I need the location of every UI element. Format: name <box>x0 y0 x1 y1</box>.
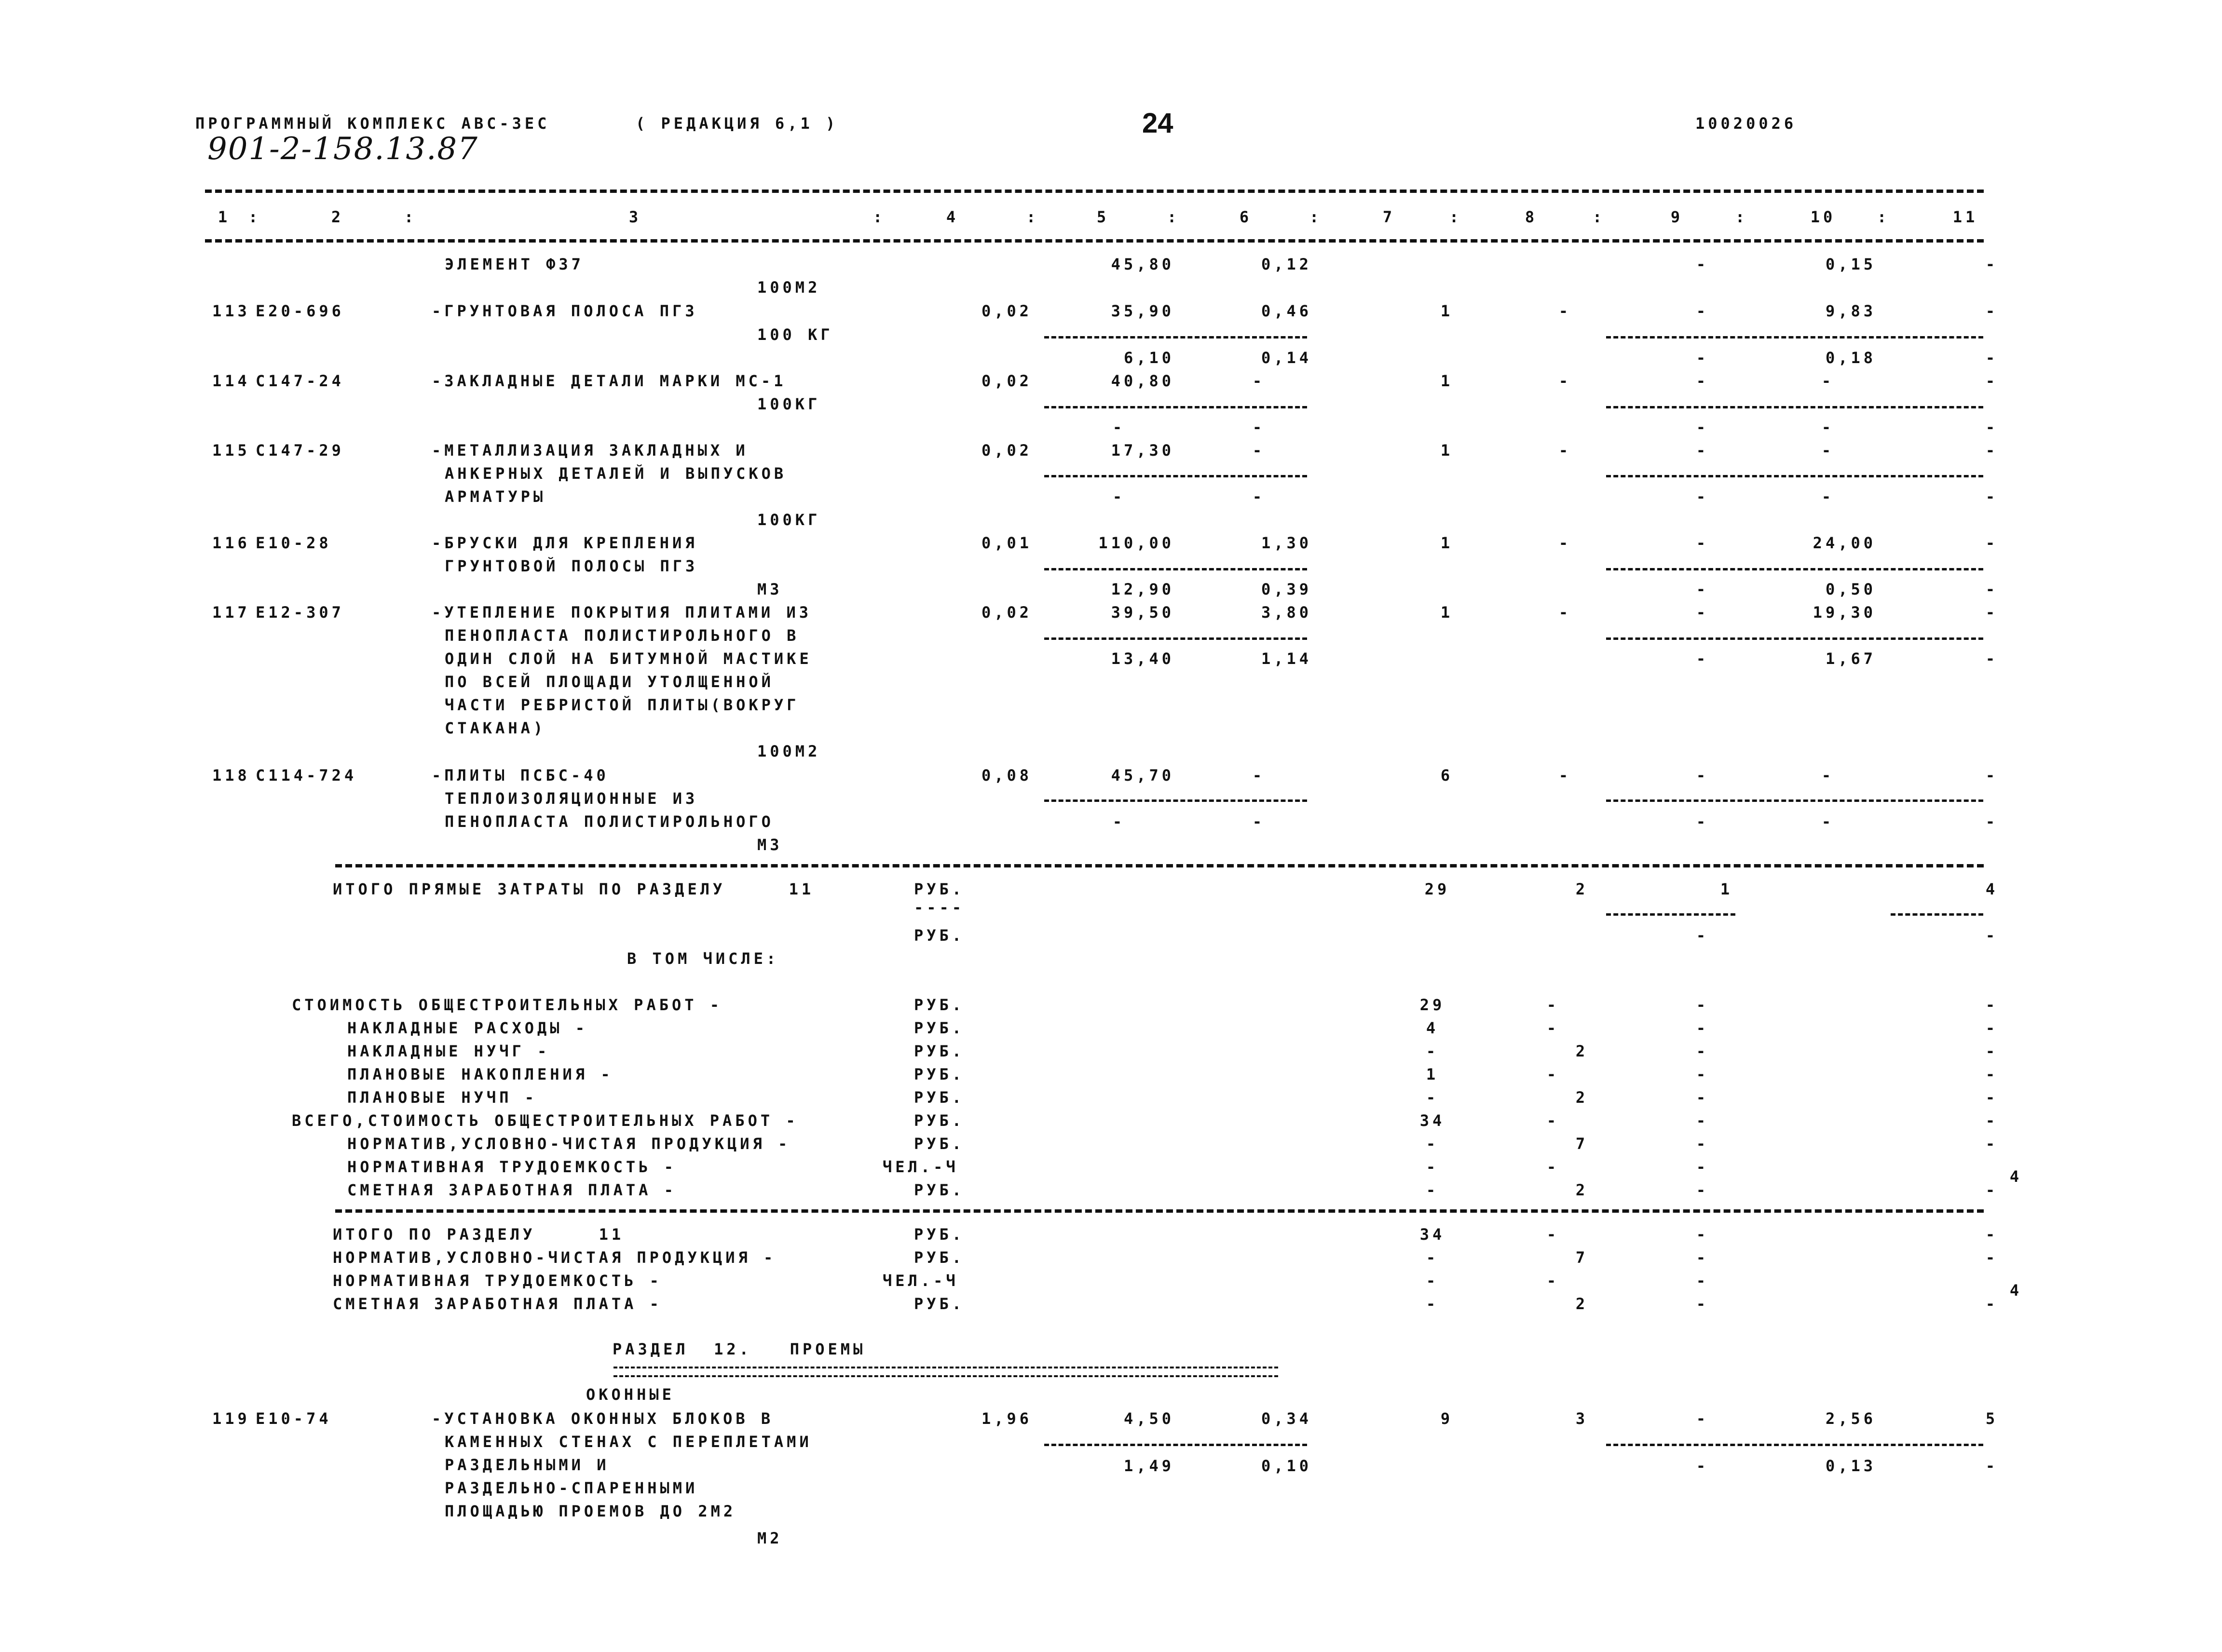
cell-c6-secondary: - <box>1252 487 1266 506</box>
cell-c11: 4 <box>2009 1167 2023 1186</box>
summary-unit: РУБ. <box>914 1181 965 1199</box>
document-code: 10020026 <box>1695 114 1797 133</box>
summary-label: СТОИМОСТЬ ОБЩЕСТРОИТЕЛЬНЫХ РАБОТ - <box>292 996 723 1014</box>
cell-c6: 0,46 <box>1261 302 1312 320</box>
sub-divider <box>1606 1444 1983 1446</box>
cell-c8-value: 2 <box>1575 1088 1589 1107</box>
cell-c11: - <box>1985 302 1999 320</box>
cell-c6: 0,34 <box>1261 1409 1312 1428</box>
item-name-line5: ЧАСТИ РЕБРИСТОЙ ПЛИТЫ(ВОКРУГ <box>445 696 800 714</box>
cell-c11-secondary: - <box>1985 650 1999 668</box>
section-title: РАЗДЕЛ 12. ПРОЕМЫ <box>613 1340 866 1358</box>
item-name-line6: СТАКАНА) <box>445 719 546 737</box>
cell-c11: - <box>1985 1225 1999 1244</box>
handwritten-code: 901-2-158.13.87 <box>207 131 478 167</box>
cell-c5-secondary: - <box>1112 812 1126 831</box>
cell-c4: 1,96 <box>981 1409 1032 1428</box>
cell-c10: 2,56 <box>1825 1409 1876 1428</box>
cell-c11: - <box>1985 766 1999 785</box>
summary-label: ПЛАНОВЫЕ НАКОПЛЕНИЯ - <box>347 1065 613 1083</box>
item-name-line2: АНКЕРНЫХ ДЕТАЛЕЙ И ВЫПУСКОВ <box>445 464 787 483</box>
cell-c5: 110,00 <box>1098 534 1174 552</box>
section-title-underline <box>613 1367 1278 1377</box>
cell-c10: 24,00 <box>1813 534 1876 552</box>
cell-c9: - <box>1696 1409 1709 1428</box>
cell-c5-secondary: - <box>1112 418 1126 436</box>
cell-c8: - <box>1546 1019 1560 1037</box>
item-name: -ЗАКЛАДНЫЕ ДЕТАЛИ МАРКИ МС-1 <box>432 372 787 390</box>
cell-c9-secondary: - <box>1696 418 1709 436</box>
cell-c5: 45,70 <box>1111 766 1174 785</box>
item-name-line5: ПЛОЩАДЬЮ ПРОЕМОВ ДО 2М2 <box>445 1502 736 1520</box>
cell-c5-secondary: - <box>1112 487 1126 506</box>
item-unit: 100М2 <box>757 278 821 297</box>
cell-c7: 6 <box>1440 766 1454 785</box>
cell-c11: 4 <box>2009 1281 2023 1300</box>
item-name-line4: ПО ВСЕЙ ПЛОЩАДИ УТОЛЩЕННОЙ <box>445 673 774 691</box>
col-header-2: 2 <box>331 208 344 226</box>
cell-c11-secondary: - <box>1985 1457 1999 1475</box>
summary-unit: РУБ. <box>914 1019 965 1037</box>
cell-c6-secondary: - <box>1252 812 1266 831</box>
item-number: 116 <box>212 534 250 552</box>
item-code: Е12-307 <box>256 603 344 622</box>
item-code: С147-24 <box>256 372 344 390</box>
cell-c11: - <box>1985 1295 1999 1313</box>
cell-c9-secondary: - <box>1696 926 1709 945</box>
section-subtitle: ОКОННЫЕ <box>586 1385 675 1404</box>
summary-label: СМЕТНАЯ ЗАРАБОТНАЯ ПЛАТА - <box>347 1181 677 1199</box>
col-sep: : <box>404 208 417 226</box>
cell-c11: - <box>1985 996 1999 1014</box>
page-number: 24 <box>1142 108 1173 139</box>
cell-c4: 0,01 <box>981 534 1032 552</box>
section-total-label: НОРМАТИВ,УСЛОВНО-ЧИСТАЯ ПРОДУКЦИЯ - <box>333 1248 777 1267</box>
direct-costs-unit-secondary: РУБ. <box>914 926 965 945</box>
cell-c10-secondary: - <box>1821 812 1835 831</box>
cell-c8-value: 7 <box>1575 1248 1589 1267</box>
cell-c7: - <box>1426 1088 1439 1107</box>
summary-unit: РУБ. <box>914 1088 965 1107</box>
summary-label: НОРМАТИВНАЯ ТРУДОЕМКОСТЬ - <box>347 1158 677 1176</box>
sub-divider <box>1606 637 1983 640</box>
cell-c10-secondary: - <box>1821 487 1835 506</box>
item-name-line2: ПЕНОПЛАСТА ПОЛИСТИРОЛЬНОГО В <box>445 626 800 645</box>
sub-divider <box>1606 568 1983 570</box>
cell-c5: 40,80 <box>1111 372 1174 390</box>
sub-divider <box>1606 799 1983 802</box>
cell-c9-secondary: - <box>1696 580 1709 598</box>
edition-label: ( РЕДАКЦИЯ 6,1 ) <box>636 114 839 133</box>
cell-c7: - <box>1426 1042 1439 1060</box>
cell-c11-secondary: - <box>1985 349 1999 367</box>
item-unit: М3 <box>757 836 783 854</box>
cell-c9-secondary: - <box>1696 349 1709 367</box>
item-number: 119 <box>212 1409 250 1428</box>
item-name-line1: -МЕТАЛЛИЗАЦИЯ ЗАКЛАДНЫХ И <box>432 441 749 460</box>
cell-c6-secondary: 0,39 <box>1261 580 1312 598</box>
col-header-5: 5 <box>1096 208 1110 226</box>
cell-c4: 0,02 <box>981 441 1032 460</box>
cell-c8: - <box>1558 603 1572 622</box>
col-header-7: 7 <box>1382 208 1396 226</box>
section-total-unit: РУБ. <box>914 1248 965 1267</box>
header-top-rule <box>205 190 1984 193</box>
cell-c11: - <box>1985 441 1999 460</box>
section-total-label: НОРМАТИВНАЯ ТРУДОЕМКОСТЬ - <box>333 1272 662 1290</box>
cell-c5-secondary: 1,49 <box>1123 1457 1174 1475</box>
section-total-unit: РУБ. <box>914 1295 965 1313</box>
cell-c11-secondary: - <box>1985 487 1999 506</box>
sub-divider <box>1044 406 1307 408</box>
item-name-line2: ТЕПЛОИЗОЛЯЦИОННЫЕ ИЗ <box>445 789 698 808</box>
cell-c10-secondary: 0,13 <box>1825 1457 1876 1475</box>
item-name-line4: РАЗДЕЛЬНО-СПАРЕННЫМИ <box>445 1479 698 1497</box>
item-unit: 100КГ <box>757 395 821 413</box>
cell-c8: - <box>1558 441 1572 460</box>
cell-c5-secondary: 6,10 <box>1123 349 1174 367</box>
item-name-line3: АРМАТУРЫ <box>445 487 546 506</box>
cell-c9: - <box>1696 302 1709 320</box>
cell-c9-secondary: - <box>1696 1457 1709 1475</box>
header-bottom-rule <box>205 239 1984 243</box>
cell-c9: - <box>1696 255 1709 273</box>
item-name-line3: ОДИН СЛОЙ НА БИТУМНОЙ МАСТИКЕ <box>445 650 812 668</box>
col-sep: : <box>1877 208 1890 226</box>
item-name-line1: -БРУСКИ ДЛЯ КРЕПЛЕНИЯ <box>432 534 698 552</box>
cell-c9: - <box>1696 603 1709 622</box>
item-name-line1: -ПЛИТЫ ПСБС-40 <box>432 766 609 785</box>
cell-c10-secondary: - <box>1821 418 1835 436</box>
summary-unit: РУБ. <box>914 1111 965 1130</box>
cell-c6: 1,30 <box>1261 534 1312 552</box>
cell-c7: 29 <box>1424 880 1450 898</box>
cell-c5: 35,90 <box>1111 302 1174 320</box>
summary-label: ВСЕГО,СТОИМОСТЬ ОБЩЕСТРОИТЕЛЬНЫХ РАБОТ - <box>292 1111 799 1130</box>
cell-c11-secondary: - <box>1985 926 1999 945</box>
summary-unit: РУБ. <box>914 1042 965 1060</box>
cell-c7: - <box>1426 1135 1439 1153</box>
cell-c11: - <box>1985 1042 1999 1060</box>
cell-c10: 19,30 <box>1813 603 1876 622</box>
cell-c8-value: 2 <box>1575 1042 1589 1060</box>
col-sep: : <box>1309 208 1322 226</box>
cell-c8: - <box>1546 1225 1560 1244</box>
summary-label: ПЛАНОВЫЕ НУЧП - <box>347 1088 537 1107</box>
cell-c6: - <box>1252 441 1266 460</box>
summary-unit: ЧЕЛ.-Ч <box>883 1158 959 1176</box>
item-code: Е10-74 <box>256 1409 332 1428</box>
summary-label: НАКЛАДНЫЕ РАСХОДЫ - <box>347 1019 588 1037</box>
col-sep: : <box>1735 208 1748 226</box>
cell-c9: - <box>1696 1158 1709 1176</box>
cell-c7: 1 <box>1440 603 1454 622</box>
direct-costs-label: ИТОГО ПРЯМЫЕ ЗАТРАТЫ ПО РАЗДЕЛУ 11 <box>333 880 815 898</box>
item-number: 114 <box>212 372 250 390</box>
cell-c5-secondary: 12,90 <box>1111 580 1174 598</box>
cell-c9-secondary: - <box>1696 650 1709 668</box>
cell-c9: - <box>1696 441 1709 460</box>
cell-c9: - <box>1696 1225 1709 1244</box>
cell-c9: - <box>1696 1088 1709 1107</box>
section-total-label: СМЕТНАЯ ЗАРАБОТНАЯ ПЛАТА - <box>333 1295 662 1313</box>
cell-c11: 5 <box>1985 1409 1999 1428</box>
including-label: В ТОМ ЧИСЛЕ: <box>627 949 779 968</box>
direct-costs-rule <box>335 864 1984 867</box>
cell-c10: - <box>1821 766 1835 785</box>
item-code: С147-29 <box>256 441 344 460</box>
cell-c7: - <box>1426 1248 1439 1267</box>
item-name-line1: -УСТАНОВКА ОКОННЫХ БЛОКОВ В <box>432 1409 774 1428</box>
section-total-label: ИТОГО ПО РАЗДЕЛУ 11 <box>333 1225 625 1244</box>
item-name-line1: -УТЕПЛЕНИЕ ПОКРЫТИЯ ПЛИТАМИ ИЗ <box>432 603 812 622</box>
cell-c9: - <box>1696 1111 1709 1130</box>
item-code: Е20-696 <box>256 302 344 320</box>
col-sep: : <box>873 208 886 226</box>
cell-c10: - <box>1821 372 1835 390</box>
cell-c11-secondary: - <box>1985 418 1999 436</box>
item-unit: 100КГ <box>757 511 821 529</box>
cell-c9: - <box>1696 1135 1709 1153</box>
program-title: ПРОГРАММНЫЙ КОМПЛЕКС АВС-3ЕС <box>195 114 550 133</box>
cell-c7: 9 <box>1440 1409 1454 1428</box>
col-sep: : <box>248 208 261 226</box>
cell-c6-secondary: 0,10 <box>1261 1457 1312 1475</box>
col-header-9: 9 <box>1670 208 1684 226</box>
cell-c4: 0,08 <box>981 766 1032 785</box>
item-name-line2: КАМЕННЫХ СТЕНАХ С ПЕРЕПЛЕТАМИ <box>445 1433 812 1451</box>
item-number: 118 <box>212 766 250 785</box>
cell-c7: - <box>1426 1181 1439 1199</box>
cell-c6-secondary: 1,14 <box>1261 650 1312 668</box>
cell-c8: 2 <box>1575 880 1589 898</box>
cell-c11: 4 <box>1985 880 1999 898</box>
cell-c5: 39,50 <box>1111 603 1174 622</box>
cell-c9: - <box>1696 1248 1709 1267</box>
cell-c11: - <box>1985 1088 1999 1107</box>
summary-label: НОРМАТИВ,УСЛОВНО-ЧИСТАЯ ПРОДУКЦИЯ - <box>347 1135 791 1153</box>
cell-c10: - <box>1821 441 1835 460</box>
cell-c11: - <box>1985 534 1999 552</box>
sub-divider <box>1044 336 1307 339</box>
item-code: С114-724 <box>256 766 357 785</box>
cell-c8: - <box>1558 534 1572 552</box>
item-name-line3: РАЗДЕЛЬНЫМИ И <box>445 1456 610 1474</box>
cell-c10-secondary: 1,67 <box>1825 650 1876 668</box>
item-number: 115 <box>212 441 250 460</box>
cell-c6: - <box>1252 766 1266 785</box>
cell-c9: - <box>1696 1272 1709 1290</box>
cell-c8: - <box>1546 1065 1560 1083</box>
cell-c11: - <box>1985 1111 1999 1130</box>
item-name: ЭЛЕМЕНТ Ф37 <box>445 255 584 273</box>
cell-c8: - <box>1546 1158 1560 1176</box>
cell-c11: - <box>1985 1181 1999 1199</box>
cell-c7: - <box>1426 1158 1439 1176</box>
cell-c4: 0,02 <box>981 603 1032 622</box>
section-total-rule <box>335 1209 1984 1213</box>
cell-c9: - <box>1696 1295 1709 1313</box>
cell-c6: - <box>1252 372 1266 390</box>
sub-divider <box>1606 336 1983 339</box>
cell-c11: - <box>1985 1248 1999 1267</box>
cell-c7: 29 <box>1419 996 1445 1014</box>
cell-c7: 34 <box>1419 1111 1445 1130</box>
cell-c9: 1 <box>1720 880 1733 898</box>
sub-divider <box>1044 568 1307 570</box>
sub-divider <box>1044 799 1307 802</box>
direct-costs-dashes: ---- <box>914 898 965 917</box>
cell-c5: 4,50 <box>1123 1409 1174 1428</box>
sub-divider <box>1044 475 1307 477</box>
sub-divider <box>1606 913 1735 916</box>
cell-c11: - <box>1985 1135 1999 1153</box>
col-header-11: 11 <box>1952 208 1978 226</box>
item-unit: 100М2 <box>757 742 821 760</box>
cell-c8: - <box>1546 1111 1560 1130</box>
cell-c9: - <box>1696 1181 1709 1199</box>
cell-c7: 1 <box>1440 372 1454 390</box>
item-name: -ГРУНТОВАЯ ПОЛОСА ПГЗ <box>432 302 698 320</box>
cell-c8: - <box>1546 1272 1560 1290</box>
cell-c7: - <box>1426 1272 1439 1290</box>
sub-divider <box>1606 406 1983 408</box>
cell-c10: 0,15 <box>1825 255 1876 273</box>
cell-c9-secondary: - <box>1696 812 1709 831</box>
cell-c11: - <box>1985 1019 1999 1037</box>
cell-c6-secondary: 0,14 <box>1261 349 1312 367</box>
item-unit: М3 <box>757 580 783 598</box>
cell-c4: 0,02 <box>981 302 1032 320</box>
cell-c5-secondary: 13,40 <box>1111 650 1174 668</box>
item-unit: 100 КГ <box>757 325 833 344</box>
cell-c6: 0,12 <box>1261 255 1312 273</box>
col-header-3: 3 <box>628 208 642 226</box>
cell-c8-value: 2 <box>1575 1181 1589 1199</box>
col-sep: : <box>1449 208 1462 226</box>
cell-c9: - <box>1696 996 1709 1014</box>
cell-c9: - <box>1696 1065 1709 1083</box>
col-header-6: 6 <box>1239 208 1253 226</box>
sub-divider <box>1606 475 1983 477</box>
section-total-unit: РУБ. <box>914 1225 965 1244</box>
col-header-1: 1 <box>218 208 231 226</box>
cell-c5: 45,80 <box>1111 255 1174 273</box>
cell-c7: 1 <box>1440 441 1454 460</box>
cell-c7: 1 <box>1440 534 1454 552</box>
direct-costs-unit: РУБ. <box>914 880 965 898</box>
cell-c7: - <box>1426 1295 1439 1313</box>
col-header-8: 8 <box>1525 208 1538 226</box>
cell-c11: - <box>1985 255 1999 273</box>
item-name-line3: ПЕНОПЛАСТА ПОЛИСТИРОЛЬНОГО <box>445 812 774 831</box>
sub-divider <box>1044 1444 1307 1446</box>
cell-c7: 1 <box>1440 302 1454 320</box>
section-total-unit: ЧЕЛ.-Ч <box>883 1272 959 1290</box>
cell-c8-value: 2 <box>1575 1295 1589 1313</box>
item-code: Е10-28 <box>256 534 332 552</box>
cell-c7: 1 <box>1426 1065 1439 1083</box>
cell-c9-secondary: - <box>1696 487 1709 506</box>
cell-c9: - <box>1696 766 1709 785</box>
cell-c9: - <box>1696 1042 1709 1060</box>
cell-c8-value: 7 <box>1575 1135 1589 1153</box>
cell-c9: - <box>1696 372 1709 390</box>
cell-c8: 3 <box>1575 1409 1589 1428</box>
summary-unit: РУБ. <box>914 1065 965 1083</box>
cell-c7: 34 <box>1419 1225 1445 1244</box>
cell-c9: - <box>1696 534 1709 552</box>
summary-unit: РУБ. <box>914 1135 965 1153</box>
item-unit: М2 <box>757 1529 783 1547</box>
cell-c11: - <box>1985 372 1999 390</box>
summary-unit: РУБ. <box>914 996 965 1014</box>
cell-c11-secondary: - <box>1985 580 1999 598</box>
cell-c6-secondary: - <box>1252 418 1266 436</box>
col-header-10: 10 <box>1810 208 1836 226</box>
cell-c8: - <box>1546 996 1560 1014</box>
sub-divider <box>1891 913 1983 916</box>
cell-c10: 9,83 <box>1825 302 1876 320</box>
cell-c11: - <box>1985 603 1999 622</box>
cell-c9: - <box>1696 1019 1709 1037</box>
cell-c5: 17,30 <box>1111 441 1174 460</box>
cell-c11-secondary: - <box>1985 812 1999 831</box>
item-number: 113 <box>212 302 250 320</box>
item-name-line2: ГРУНТОВОЙ ПОЛОСЫ ПГЗ <box>445 557 698 575</box>
col-header-4: 4 <box>946 208 959 226</box>
col-sep: : <box>1593 208 1606 226</box>
summary-label: НАКЛАДНЫЕ НУЧГ - <box>347 1042 550 1060</box>
cell-c10-secondary: 0,50 <box>1825 580 1876 598</box>
cell-c10-secondary: 0,18 <box>1825 349 1876 367</box>
col-sep: : <box>1167 208 1180 226</box>
cell-c6: 3,80 <box>1261 603 1312 622</box>
col-sep: : <box>1026 208 1039 226</box>
cell-c8: - <box>1558 302 1572 320</box>
item-number: 117 <box>212 603 250 622</box>
cell-c11: - <box>1985 1065 1999 1083</box>
cell-c8: - <box>1558 372 1572 390</box>
cell-c8: - <box>1558 766 1572 785</box>
cell-c7: 4 <box>1426 1019 1439 1037</box>
sub-divider <box>1044 637 1307 640</box>
cell-c4: 0,02 <box>981 372 1032 390</box>
